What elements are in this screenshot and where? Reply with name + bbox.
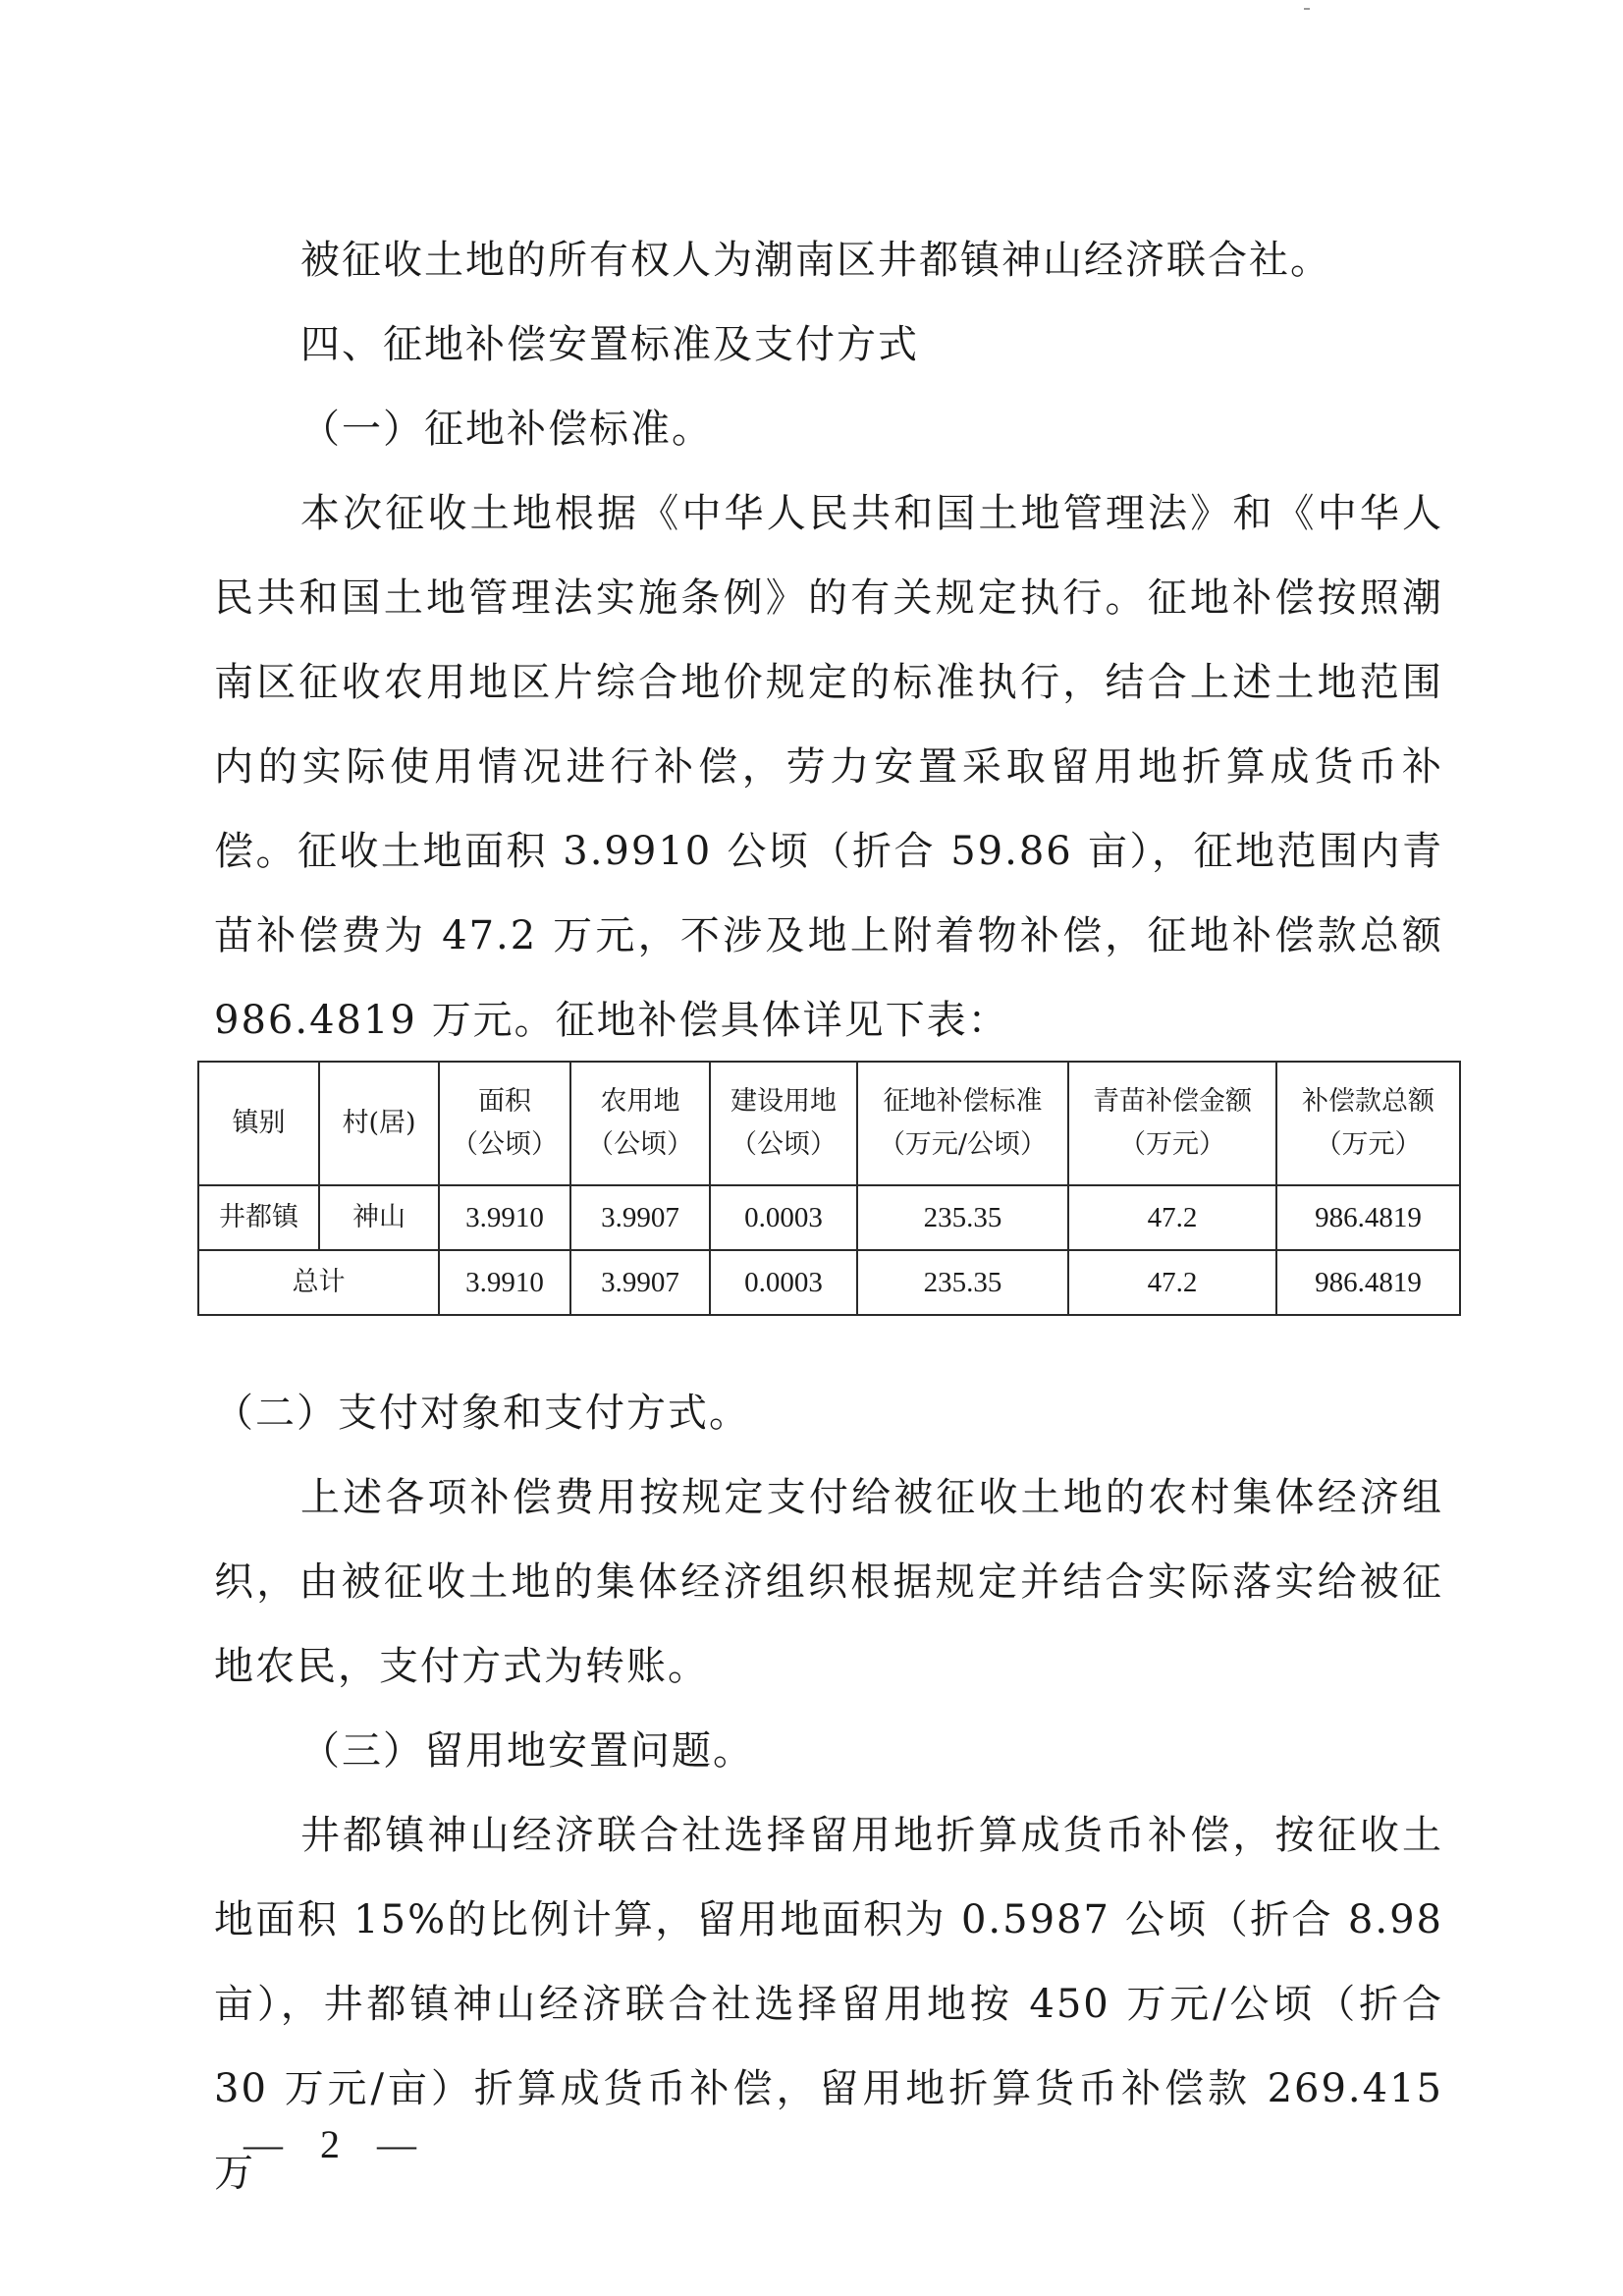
- cell-total-crops: 47.2: [1068, 1250, 1276, 1315]
- cell-total-standard: 235.35: [857, 1250, 1068, 1315]
- header-construction: 建设用地 （公顷）: [710, 1062, 857, 1185]
- subsection-heading-1: （一）征地补偿标准。: [300, 407, 713, 452]
- cell-crops: 47.2: [1068, 1185, 1276, 1250]
- page-number: — 2 —: [243, 2122, 430, 2166]
- compensation-table: [197, 1061, 1461, 1316]
- header-area: 面积 （公顷）: [439, 1062, 570, 1185]
- cell-farmland: 3.9907: [570, 1185, 710, 1250]
- scan-speck: [1304, 8, 1310, 10]
- paragraph-owner: 被征收土地的所有权人为潮南区井都镇神山经济联合社。: [300, 238, 1331, 283]
- subsection-heading-2: （二）支付对象和支付方式。: [214, 1391, 750, 1436]
- cell-total-construction: 0.0003: [710, 1250, 857, 1315]
- table-total-row: [198, 1250, 1460, 1315]
- header-farmland: 农用地 （公顷）: [570, 1062, 710, 1185]
- cell-total-farmland: 3.9907: [570, 1250, 710, 1315]
- cell-total-label: 总计: [198, 1250, 439, 1315]
- header-crops: 青苗补偿金额 （万元）: [1068, 1062, 1276, 1185]
- header-standard: 征地补偿标准 （万元/公顷）: [857, 1062, 1068, 1185]
- section-heading-4: 四、征地补偿安置标准及支付方式: [300, 322, 919, 367]
- table-row: [198, 1185, 1460, 1250]
- cell-town: 井都镇: [198, 1185, 319, 1250]
- subsection-heading-3: （三）留用地安置问题。: [300, 1728, 754, 1774]
- header-village: 村(居): [319, 1062, 439, 1185]
- cell-standard: 235.35: [857, 1185, 1068, 1250]
- header-total: 补偿款总额 （万元）: [1276, 1062, 1460, 1185]
- header-town: 镇别: [198, 1062, 319, 1185]
- paragraph-standard: 本次征收土地根据《中华人民共和国土地管理法》和《中华人民共和国土地管理法实施条例》的有关规定执行。征地补偿按照潮南区征收农用地区片综合地价规定的标准执行，结合上述土地范围内的实际使用情况进行补偿，劳力安置采取留用地折算成货币补偿。征收土地面积 3.9910 公顷（折合 59.86 亩），征地范围内青苗补偿费为 47.2 万元，不涉及地上附着物补偿，征地补偿款总额 986.4819 万元。征地补偿具体详见下表：: [214, 491, 1443, 1043]
- table-header-row: [198, 1062, 1460, 1185]
- cell-total: 986.4819: [1276, 1185, 1460, 1250]
- cell-construction: 0.0003: [710, 1185, 857, 1250]
- paragraph-payment: 上述各项补偿费用按规定支付给被征收土地的农村集体经济组织，由被征收土地的集体经济组织根据规定并结合实际落实给被征地农民，支付方式为转账。: [214, 1475, 1443, 1689]
- cell-area: 3.9910: [439, 1185, 570, 1250]
- paragraph-reserved-land: 井都镇神山经济联合社选择留用地折算成货币补偿，按征收土地面积 15%的比例计算，留用地面积为 0.5987 公顷（折合 8.98 亩），井都镇神山经济联合社选择留用地按 450 万元/公顷（折合 30 万元/亩）折算成货币补偿，留用地折算货币补偿款 269.415 万: [214, 1813, 1443, 2196]
- cell-village: 神山: [319, 1185, 439, 1250]
- cell-total-sum: 986.4819: [1276, 1250, 1460, 1315]
- cell-total-area: 3.9910: [439, 1250, 570, 1315]
